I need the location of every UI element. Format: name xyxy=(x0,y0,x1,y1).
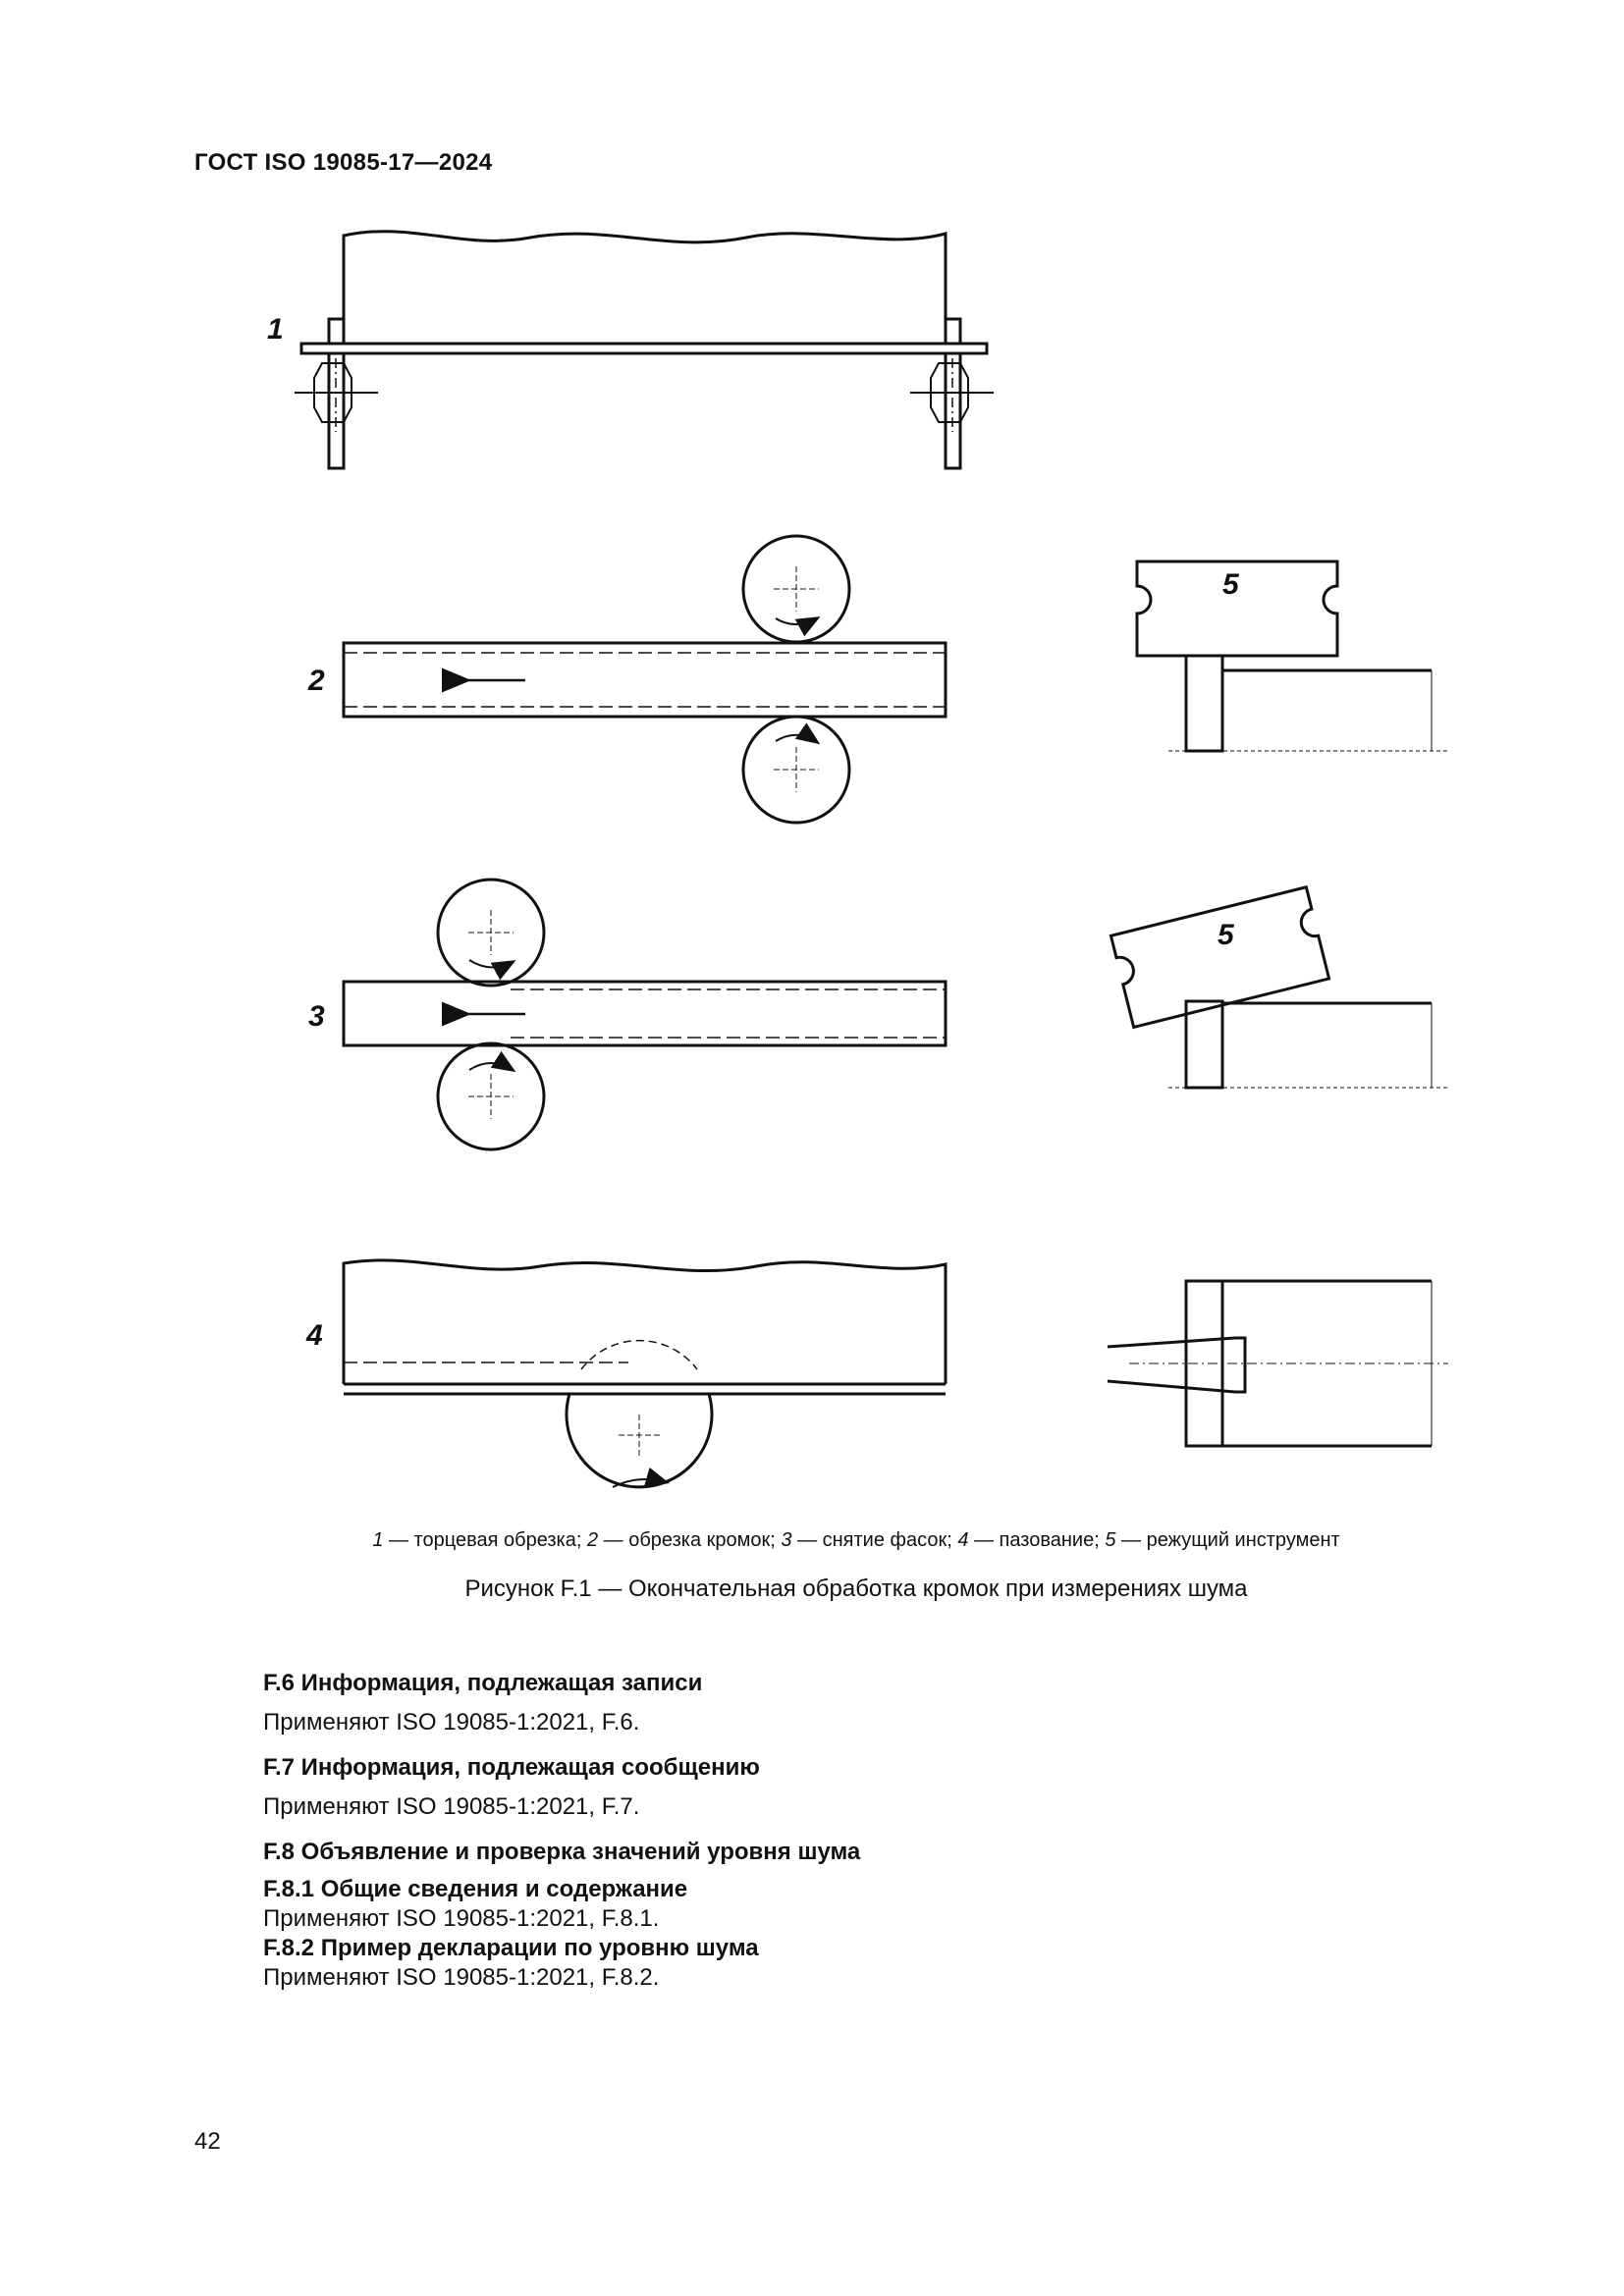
sketch-tool-side-1 xyxy=(1137,561,1448,751)
section-f82-heading: F.8.2 Пример декларации по уровню шума xyxy=(263,1935,759,1961)
figure-label-5a: 5 xyxy=(1222,568,1239,601)
figure-label-1: 1 xyxy=(267,313,284,346)
section-f6-heading: F.6 Информация, подлежащая записи xyxy=(263,1670,703,1696)
figure-label-4: 4 xyxy=(306,1319,323,1352)
section-f6-body: Применяют ISO 19085-1:2021, F.6. xyxy=(263,1709,640,1735)
figure-label-2: 2 xyxy=(308,665,325,697)
sketch-chamfering xyxy=(344,880,946,1149)
figure-caption: Рисунок F.1 — Окончательная обработка кромок при измерениях шума xyxy=(464,1575,1248,1602)
section-f7-heading: F.7 Информация, подлежащая сообщению xyxy=(263,1754,760,1781)
sketch-edge-trimming xyxy=(344,536,946,823)
sketch-tool-side-2 xyxy=(1110,887,1448,1088)
sketch-end-trimming xyxy=(295,232,994,468)
figure-label-3: 3 xyxy=(308,1000,325,1033)
section-f7-body: Применяют ISO 19085-1:2021, F.7. xyxy=(263,1793,640,1820)
page-number: 42 xyxy=(194,2128,221,2155)
sketch-grooving xyxy=(344,1260,946,1487)
figure-legend: 1 — торцевая обрезка; 2 — обрезка кромок; 3 — снятие фасок; 4 — пазование; 5 — режущий инструмент xyxy=(372,1529,1340,1551)
section-f81-body: Применяют ISO 19085-1:2021, F.8.1. xyxy=(263,1905,660,1932)
section-f82-body: Применяют ISO 19085-1:2021, F.8.2. xyxy=(263,1964,660,1991)
section-f81-heading: F.8.1 Общие сведения и содержание xyxy=(263,1876,688,1902)
sketch-grooving-end-view xyxy=(1108,1281,1448,1446)
document-header: ГОСТ ISO 19085-17—2024 xyxy=(194,149,493,176)
section-f8-heading: F.8 Объявление и проверка значений уровня шума xyxy=(263,1839,861,1865)
figure-label-5b: 5 xyxy=(1218,919,1234,951)
